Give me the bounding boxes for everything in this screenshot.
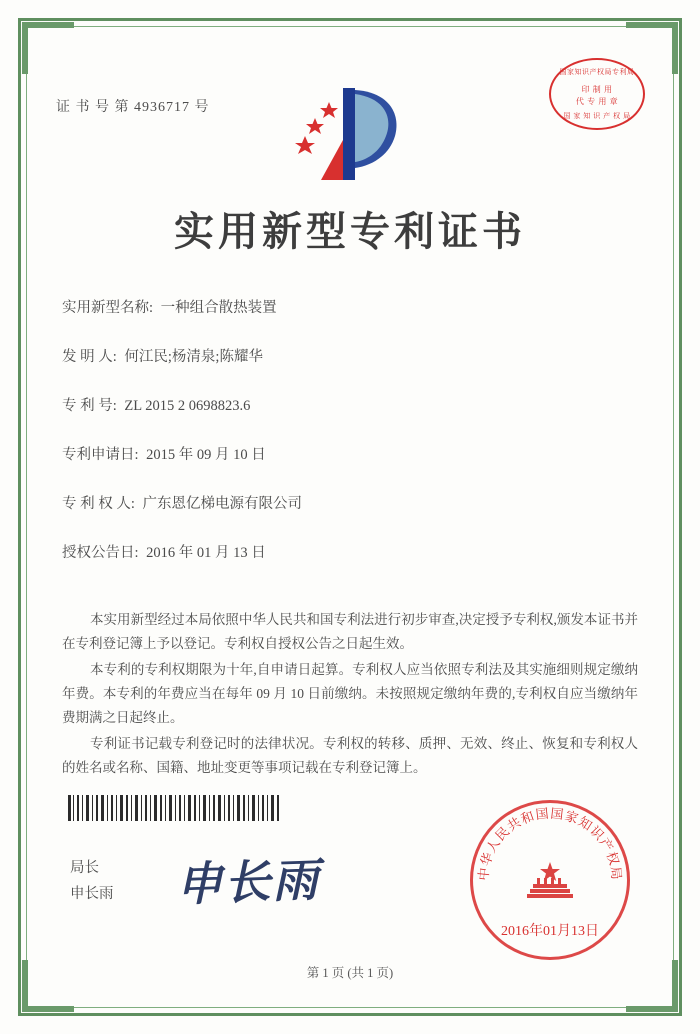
field-value: 2015 年 09 月 10 日 [146,447,266,463]
seal-line-2: 印 制 用 [581,85,613,94]
seal-date: 2016年01月13日 [501,924,599,939]
certificate-number: 证 书 号 第 4936717 号 [56,100,210,115]
seal-text-path: 中华人民共和国国家知识产权局 [475,805,625,882]
signer-name: 申长雨 [70,886,114,902]
field-row [62,394,642,415]
field-row [62,443,642,464]
top-right-oval-seal [549,58,645,130]
seal-line-1: 国家知识产权局专利局 [559,69,635,76]
page-footer: 第 1 页 (共 1 页) [306,966,394,980]
page-title: 实用新型专利证书 [174,209,526,254]
field-row [62,492,642,513]
signature-labels [70,855,114,907]
field-value: 2016 年 01 月 13 日 [146,545,266,561]
national-emblem-icon [523,860,577,902]
paragraph: 本实用新型经过本局依照中华人民共和国专利法进行初步审查,决定授予专利权,颁发本证书并在专利登记簿上予以登记。专利权自授权公告之日起生效。 [62,612,638,651]
body-text [62,608,638,782]
field-label: 专 利 权 人: [62,496,135,512]
barcode [68,795,280,821]
field-label: 授权公告日: [62,545,139,561]
field-row [62,345,642,366]
field-label: 发 明 人: [62,349,117,365]
corner-ornament-top-left [22,22,74,74]
field-row [62,541,642,562]
field-label: 专 利 号: [62,398,117,414]
field-row [62,296,642,317]
patent-office-logo-icon [285,80,415,190]
field-value: 一种组合散热装置 [160,300,277,316]
field-value: ZL 2015 2 0698823.6 [124,398,251,414]
paragraph: 专利证书记载专利登记时的法律状况。专利权的转移、质押、无效、终止、恢复和专利权人的姓名或名称、国籍、地址变更等事项记载在专利登记簿上。 [62,736,638,775]
signer-title: 局长 [70,860,99,876]
field-label: 专利申请日: [62,447,139,463]
field-value: 何江民;杨清泉;陈耀华 [124,349,263,365]
seal-line-4: 国 家 知 识 产 权 局 [563,113,631,120]
handwritten-signature: 申长雨 [175,854,321,911]
field-value: 广东恩亿梯电源有限公司 [142,496,303,512]
seal-line-3: 代 专 用 章 [575,97,619,106]
field-list [62,296,642,590]
field-label: 实用新型名称: [62,300,154,316]
paragraph: 本专利的专利权期限为十年,自申请日起算。专利权人应当依照专利法及其实施细则规定缴纳年费。本专利的年费应当在每年 09 月 10 日前缴纳。未按照规定缴纳年费的,专利权自应当缴纳年费期满之日起终止。 [62,662,638,725]
